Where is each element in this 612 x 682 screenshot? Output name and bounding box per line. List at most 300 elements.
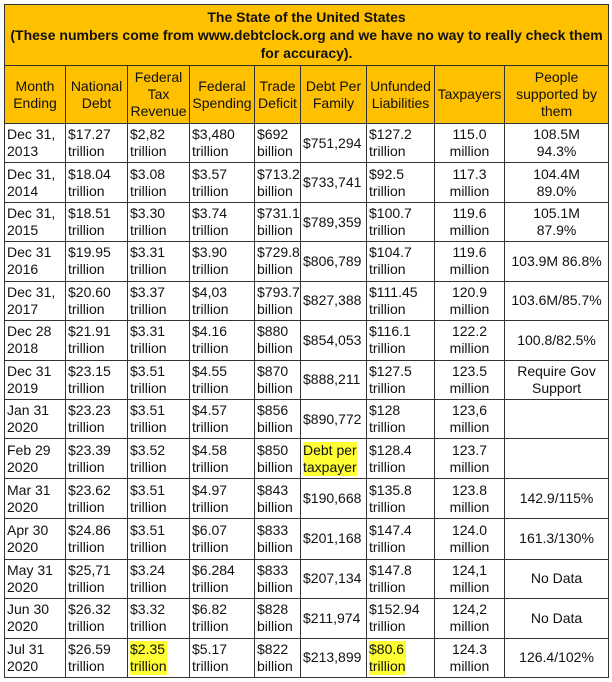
cell-line: trillion	[68, 340, 105, 357]
cell-line: Jan 31	[7, 402, 50, 419]
cell-federal-spending	[190, 360, 255, 399]
cell-line: million	[449, 657, 490, 674]
cell-trade-deficit	[255, 163, 301, 202]
cell-debt-per-family	[301, 399, 367, 438]
cell-trade-deficit	[255, 360, 301, 399]
cell-people-supported	[505, 519, 609, 559]
cell-line: million	[449, 340, 490, 357]
cell-value	[257, 601, 293, 635]
header-label: supported by	[516, 86, 598, 102]
cell-value	[369, 323, 411, 357]
cell-line: $128.4	[369, 441, 412, 458]
cell-value	[369, 562, 412, 596]
cell-value	[192, 442, 229, 476]
cell-line: trillion	[68, 182, 105, 199]
cell-debt-per-family	[301, 124, 367, 163]
cell-line: $24.86	[68, 521, 111, 538]
table-row	[5, 599, 609, 638]
cell-line: trillion	[369, 657, 406, 674]
header-federal-spending	[190, 66, 255, 124]
cell-line: $731.1	[257, 205, 300, 222]
cell-line: million	[449, 379, 490, 396]
cell-line: $23.39	[68, 441, 111, 458]
cell-line: 123.5	[451, 362, 488, 379]
cell-line: $692	[257, 126, 289, 143]
cell-line: $211,974	[303, 609, 361, 626]
cell-value	[130, 482, 167, 516]
cell-line: trillion	[192, 340, 229, 357]
cell-month-ending	[5, 242, 66, 281]
cell-line: million	[449, 498, 490, 515]
cell-line: 2020	[7, 618, 39, 635]
cell-value	[303, 292, 361, 309]
cell-line: $3.32	[130, 601, 166, 618]
cell-line: $147.4	[369, 521, 412, 538]
cell-line: $3.90	[192, 244, 228, 261]
cell-people-supported	[505, 599, 609, 638]
cell-debt-per-family	[301, 202, 367, 241]
cell-line: 87.9%	[536, 222, 577, 239]
cell-line: trillion	[68, 222, 105, 239]
cell-value	[130, 166, 167, 200]
cell-line: $4.55	[192, 362, 228, 379]
cell-value	[369, 482, 412, 516]
cell-federal-spending	[190, 638, 255, 677]
cell-line: trillion	[130, 379, 167, 396]
table-row	[5, 242, 609, 281]
cell-federal-spending	[190, 124, 255, 163]
header-label: Liabilities	[371, 94, 430, 111]
cell-trade-deficit	[255, 638, 301, 677]
cell-value	[68, 244, 111, 278]
cell-debt-per-family	[301, 321, 367, 360]
cell-value	[519, 530, 594, 547]
cell-unfunded-liabilities	[367, 599, 435, 638]
title-line-2: (These numbers come from www.debtclock.org and we have no way to really check them for accuracy).	[10, 27, 603, 61]
cell-unfunded-liabilities	[367, 321, 435, 360]
cell-line: trillion	[369, 458, 406, 475]
header-label: Deficit	[258, 94, 297, 111]
cell-line: Require Gov	[517, 362, 596, 379]
cell-line: trillion	[130, 340, 167, 357]
cell-people-supported	[505, 163, 609, 202]
table-row	[5, 638, 609, 677]
cell-debt-per-family	[301, 360, 367, 399]
cell-value	[369, 641, 406, 675]
cell-line: trillion	[68, 300, 105, 317]
cell-value	[192, 244, 229, 278]
cell-federal-tax-revenue	[128, 519, 190, 559]
cell-line: 124.3	[451, 640, 488, 657]
cell-line: million	[449, 261, 490, 278]
cell-value	[192, 166, 229, 200]
cell-value	[7, 522, 48, 556]
cell-line: 2020	[7, 538, 39, 555]
cell-line: 119.6	[452, 205, 487, 222]
cell-value	[68, 482, 111, 516]
cell-line: 115.0	[452, 126, 487, 143]
cell-unfunded-liabilities	[367, 478, 435, 518]
cell-value	[130, 244, 167, 278]
cell-federal-tax-revenue	[128, 599, 190, 638]
cell-national-debt	[66, 202, 128, 241]
cell-value	[7, 166, 55, 200]
cell-line: $127.2	[369, 126, 412, 143]
cell-trade-deficit	[255, 202, 301, 241]
cell-month-ending	[5, 202, 66, 241]
cell-national-debt	[66, 124, 128, 163]
cell-value	[130, 402, 167, 436]
cell-line: 117.3	[452, 165, 487, 182]
cell-federal-tax-revenue	[128, 478, 190, 518]
cell-line: trillion	[130, 419, 167, 436]
cell-line: Dec 31	[7, 362, 52, 379]
debt-table-container	[4, 4, 608, 678]
cell-national-debt	[66, 519, 128, 559]
cell-line: $18.51	[68, 205, 111, 222]
cell-value	[450, 284, 490, 318]
cell-line: trillion	[68, 379, 105, 396]
cell-value	[192, 323, 229, 357]
cell-line: $128	[369, 402, 401, 419]
cell-value	[192, 284, 229, 318]
cell-value	[303, 332, 361, 349]
cell-value	[517, 363, 596, 397]
cell-line: million	[449, 419, 490, 436]
cell-unfunded-liabilities	[367, 439, 435, 478]
table-row	[5, 399, 609, 438]
cell-line: million	[449, 300, 490, 317]
cell-line: trillion	[369, 222, 406, 239]
cell-value	[533, 166, 580, 200]
cell-line: $843	[257, 481, 289, 498]
cell-national-debt	[66, 360, 128, 399]
table-body	[5, 124, 609, 678]
table-row	[5, 360, 609, 399]
cell-line: million	[449, 458, 490, 475]
header-people-supported	[505, 66, 609, 124]
cell-value	[450, 442, 490, 476]
cell-value	[68, 126, 111, 160]
cell-line: $2.35	[130, 640, 166, 657]
cell-line: $135.8	[369, 481, 412, 498]
cell-line: billion	[257, 261, 293, 278]
table-row	[5, 281, 609, 320]
table-row	[5, 519, 609, 559]
cell-value	[531, 570, 582, 587]
cell-line: 94.3%	[536, 143, 577, 160]
header-label: Revenue	[130, 103, 187, 119]
cell-national-debt	[66, 399, 128, 438]
cell-month-ending	[5, 124, 66, 163]
cell-line: trillion	[130, 458, 167, 475]
cell-line: $3.24	[130, 561, 166, 578]
cell-trade-deficit	[255, 559, 301, 598]
cell-line: billion	[257, 143, 293, 160]
cell-line: billion	[257, 458, 293, 475]
cell-debt-per-family	[301, 519, 367, 559]
cell-line: $23.62	[68, 481, 111, 498]
cell-line: 105.1M	[533, 205, 580, 222]
cell-line: Support	[532, 379, 582, 396]
cell-line: Dec 28	[7, 323, 52, 340]
cell-people-supported	[505, 638, 609, 677]
cell-line: trillion	[68, 419, 105, 436]
cell-value	[257, 244, 300, 278]
cell-value	[192, 126, 235, 160]
cell-line: $152.94	[369, 601, 420, 618]
cell-line: billion	[257, 182, 293, 199]
cell-line: $207,134	[303, 570, 362, 587]
cell-value	[533, 205, 580, 239]
cell-trade-deficit	[255, 321, 301, 360]
cell-line: trillion	[192, 143, 229, 160]
cell-line: $111.45	[369, 283, 418, 300]
cell-value	[192, 562, 235, 596]
cell-federal-tax-revenue	[128, 124, 190, 163]
cell-value	[7, 205, 55, 239]
cell-people-supported	[505, 399, 609, 438]
cell-line: $3,480	[192, 126, 235, 143]
cell-people-supported	[505, 439, 609, 478]
cell-taxpayers	[435, 321, 505, 360]
cell-line: $4.97	[192, 481, 228, 498]
table-row	[5, 124, 609, 163]
table-row	[5, 478, 609, 518]
cell-month-ending	[5, 638, 66, 677]
header-label: Month	[15, 77, 55, 94]
cell-line: 100.8/82.5%	[517, 331, 596, 348]
cell-value	[7, 442, 51, 476]
cell-value	[68, 601, 111, 635]
cell-value	[450, 482, 490, 516]
header-taxpayers	[435, 66, 505, 124]
cell-line: 104.4M	[533, 165, 580, 182]
cell-line: billion	[257, 419, 293, 436]
cell-line: trillion	[192, 261, 229, 278]
header-label: them	[540, 103, 573, 119]
cell-value	[450, 601, 490, 635]
cell-line: $751,294	[303, 134, 362, 151]
cell-taxpayers	[435, 124, 505, 163]
cell-line: trillion	[369, 498, 406, 515]
cell-people-supported	[505, 559, 609, 598]
cell-value	[369, 601, 420, 635]
cell-value	[192, 482, 229, 516]
cell-value	[68, 522, 111, 556]
cell-line: 124,1	[451, 561, 488, 578]
cell-unfunded-liabilities	[367, 202, 435, 241]
cell-unfunded-liabilities	[367, 360, 435, 399]
cell-line: 2018	[7, 340, 39, 357]
cell-federal-spending	[190, 321, 255, 360]
cell-federal-tax-revenue	[128, 202, 190, 241]
cell-line: $3.37	[130, 283, 166, 300]
cell-value	[450, 166, 490, 200]
cell-line: trillion	[130, 618, 167, 635]
header-label: Spending	[192, 94, 252, 111]
cell-line: $17.27	[68, 126, 111, 143]
cell-line: trillion	[68, 538, 105, 555]
cell-value	[511, 253, 601, 270]
cell-value	[68, 641, 111, 675]
cell-line: trillion	[369, 578, 406, 595]
cell-line: 2013	[7, 143, 39, 160]
cell-month-ending	[5, 478, 66, 518]
cell-national-debt	[66, 478, 128, 518]
cell-value	[520, 490, 594, 507]
cell-value	[192, 402, 229, 436]
cell-line: $870	[257, 362, 289, 379]
cell-value	[68, 205, 111, 239]
cell-national-debt	[66, 321, 128, 360]
header-national-debt	[66, 66, 128, 124]
header-debt-per-family	[301, 66, 367, 124]
cell-value	[130, 126, 167, 160]
cell-people-supported	[505, 321, 609, 360]
cell-line: taxpayer	[303, 458, 357, 475]
cell-unfunded-liabilities	[367, 399, 435, 438]
table-row	[5, 202, 609, 241]
header-row	[5, 66, 609, 124]
cell-line: $4.57	[192, 402, 228, 419]
cell-value	[192, 363, 229, 397]
cell-value	[369, 522, 412, 556]
cell-line: trillion	[130, 300, 167, 317]
cell-line: trillion	[369, 538, 406, 555]
cell-taxpayers	[435, 478, 505, 518]
cell-value	[192, 601, 229, 635]
cell-line: $4.16	[192, 323, 228, 340]
cell-value	[369, 442, 412, 476]
cell-people-supported	[505, 242, 609, 281]
cell-value	[257, 562, 293, 596]
cell-value	[192, 205, 229, 239]
cell-line: billion	[257, 657, 293, 674]
cell-value	[130, 442, 167, 476]
cell-line: $733,741	[303, 174, 362, 191]
cell-line: trillion	[192, 222, 229, 239]
cell-value	[68, 402, 111, 436]
cell-line: $23.15	[68, 362, 111, 379]
cell-value	[519, 649, 594, 666]
cell-line: $828	[257, 601, 289, 618]
cell-value	[7, 363, 51, 397]
cell-value	[68, 562, 111, 596]
cell-value	[303, 570, 361, 587]
cell-line: $880	[257, 323, 289, 340]
cell-value	[303, 530, 361, 547]
cell-taxpayers	[435, 281, 505, 320]
cell-value	[7, 562, 53, 596]
cell-trade-deficit	[255, 124, 301, 163]
cell-federal-tax-revenue	[128, 559, 190, 598]
header-label: Debt	[81, 94, 112, 111]
cell-value	[303, 135, 361, 152]
cell-line: billion	[257, 300, 293, 317]
debt-table	[4, 4, 609, 678]
cell-value	[257, 402, 293, 436]
cell-value	[130, 641, 167, 675]
cell-line: trillion	[68, 578, 105, 595]
cell-value	[369, 402, 406, 436]
cell-value	[450, 641, 490, 675]
cell-value	[303, 649, 361, 666]
cell-line: 103.6M/85.7%	[511, 292, 602, 309]
cell-line: $888,211	[303, 371, 361, 388]
cell-line: trillion	[68, 618, 105, 635]
cell-line: million	[449, 182, 490, 199]
cell-line: Dec 31	[7, 244, 52, 261]
cell-line: trillion	[130, 222, 167, 239]
cell-line: trillion	[192, 538, 229, 555]
cell-national-debt	[66, 242, 128, 281]
cell-taxpayers	[435, 163, 505, 202]
cell-federal-tax-revenue	[128, 439, 190, 478]
cell-value	[450, 205, 490, 239]
cell-line: $92.5	[369, 165, 405, 182]
cell-value	[7, 126, 55, 160]
cell-line: May 31	[7, 561, 53, 578]
table-title	[5, 5, 609, 66]
cell-month-ending	[5, 439, 66, 478]
cell-unfunded-liabilities	[367, 638, 435, 677]
cell-line: Debt per	[303, 441, 357, 458]
cell-federal-tax-revenue	[128, 638, 190, 677]
cell-value	[369, 166, 406, 200]
cell-line: trillion	[68, 498, 105, 515]
cell-federal-spending	[190, 519, 255, 559]
cell-line: No Data	[530, 609, 583, 626]
cell-line: $3.51	[130, 362, 166, 379]
cell-debt-per-family	[301, 439, 367, 478]
header-label: Taxpayers	[437, 86, 502, 102]
header-label: People	[534, 69, 579, 85]
cell-value	[257, 126, 293, 160]
cell-line: trillion	[130, 657, 167, 674]
cell-value	[517, 332, 596, 349]
cell-line: $833	[257, 521, 289, 538]
cell-value	[303, 442, 357, 476]
cell-month-ending	[5, 360, 66, 399]
cell-line: $6.82	[192, 601, 228, 618]
cell-value	[130, 363, 167, 397]
cell-value	[450, 244, 490, 278]
cell-line: trillion	[130, 578, 167, 595]
header-label: Debt Per	[305, 77, 362, 94]
cell-unfunded-liabilities	[367, 242, 435, 281]
cell-federal-spending	[190, 478, 255, 518]
cell-value	[303, 490, 361, 507]
cell-line: trillion	[369, 182, 406, 199]
cell-line: trillion	[130, 261, 167, 278]
cell-line: trillion	[192, 379, 229, 396]
cell-line: $26.32	[68, 601, 111, 618]
cell-value	[257, 323, 293, 357]
cell-line: 2020	[7, 458, 39, 475]
cell-value	[303, 253, 361, 270]
cell-federal-spending	[190, 281, 255, 320]
cell-line: Mar 31	[7, 481, 51, 498]
cell-value	[257, 482, 293, 516]
cell-line: trillion	[192, 419, 229, 436]
cell-federal-spending	[190, 439, 255, 478]
cell-line: 2017	[7, 300, 39, 317]
cell-line: 123.8	[451, 481, 488, 498]
cell-line: $6.284	[192, 561, 235, 578]
cell-line: $23.23	[68, 402, 111, 419]
cell-trade-deficit	[255, 242, 301, 281]
